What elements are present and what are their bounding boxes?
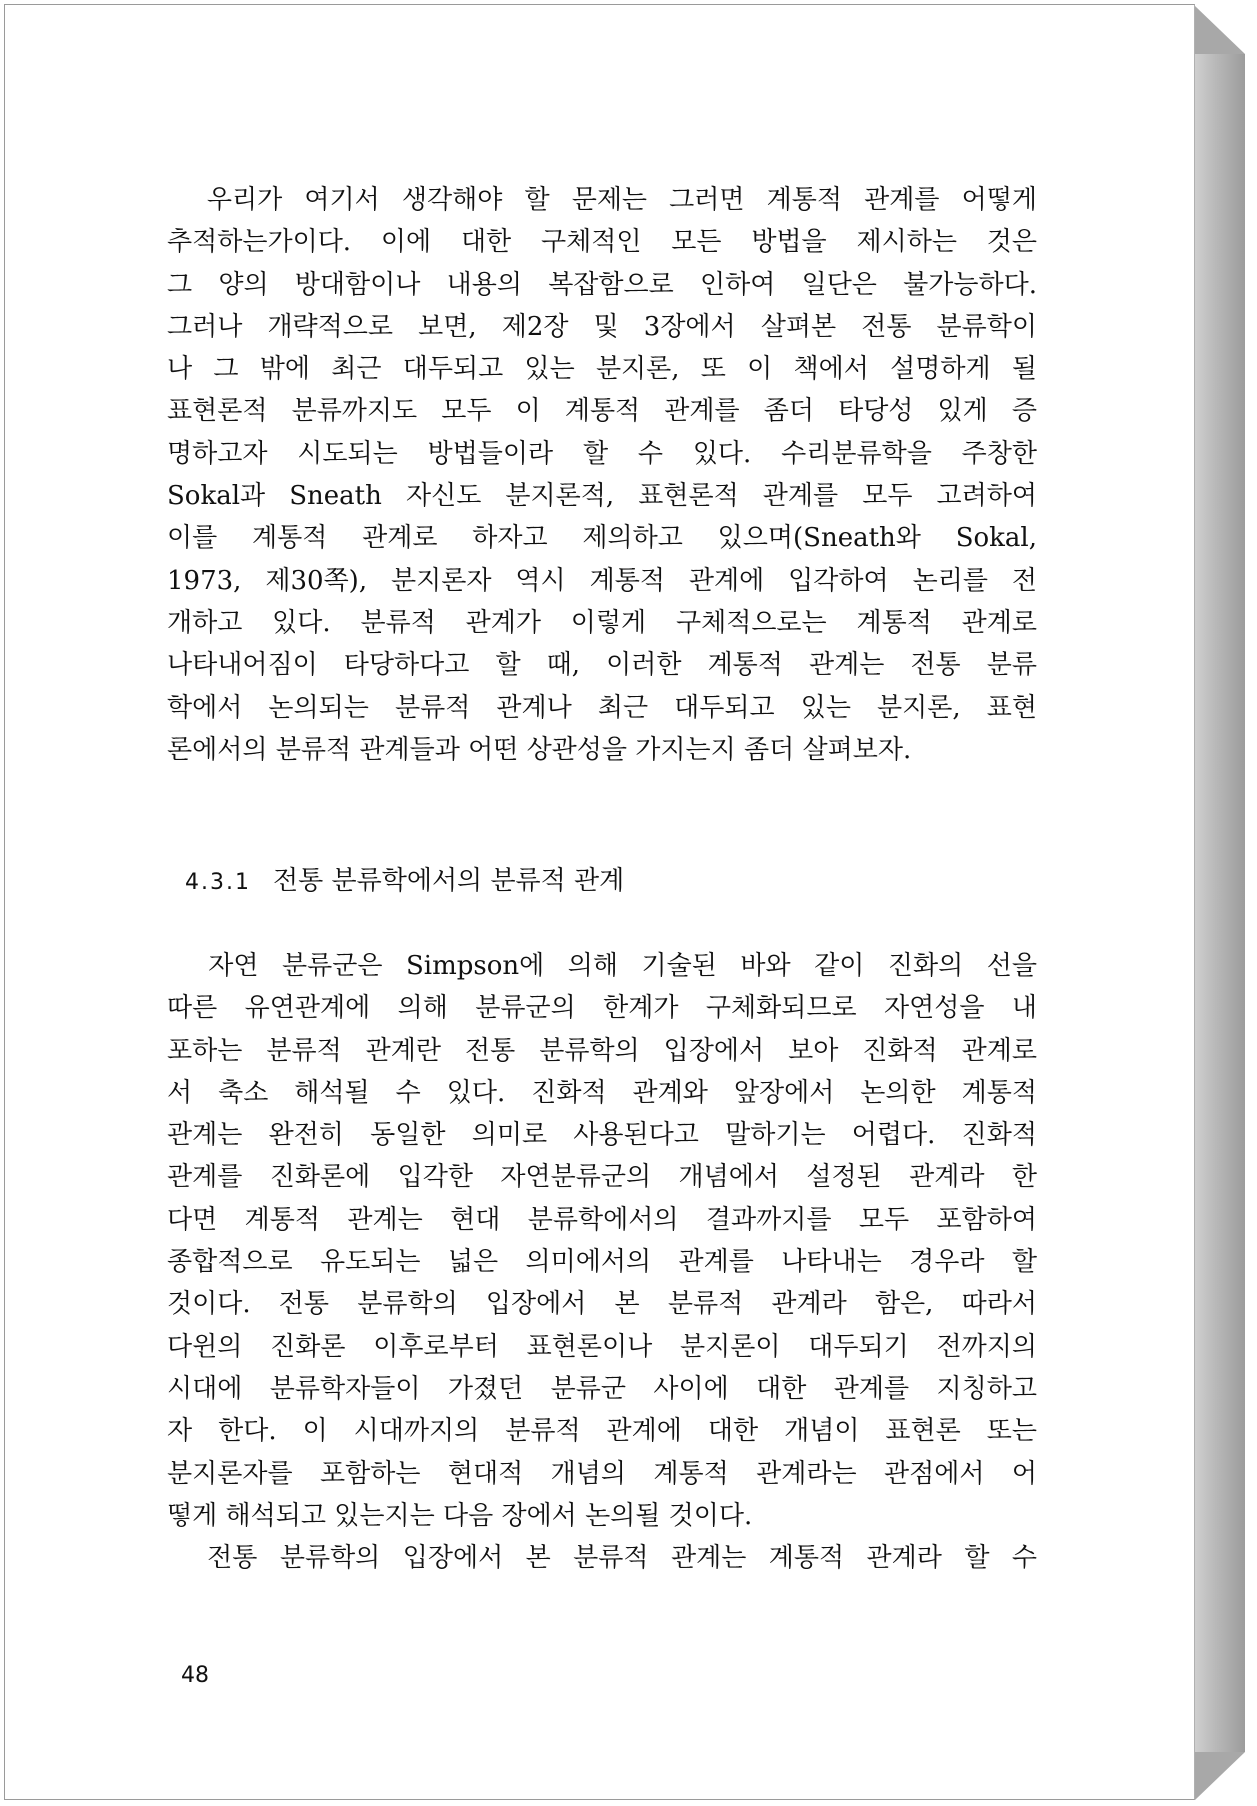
paragraph-line: 론에서의 분류적 관계들과 어떤 상관성을 가지는지 좀더 살펴보자. [167, 734, 912, 765]
paragraph-line: 개하고 있다. 분류적 관계가 이렇게 구체적으로는 계통적 관계로 [167, 607, 1037, 638]
paragraph-line: Sokal과 Sneath 자신도 분지론적, 표현론적 관계를 모두 고려하여 [167, 481, 1037, 512]
paragraph-line: 것이다. 전통 분류학의 입장에서 본 분류적 관계라 함은, 따라서 [167, 1289, 1037, 1320]
paragraph-line: 이를 계통적 관계로 하자고 제의하고 있으며(Sneath와 Sokal, [167, 523, 1037, 554]
paragraph-1 [167, 179, 1037, 771]
paragraph-line: 다면 계통적 관계는 현대 분류학에서의 결과까지를 모두 포함하여 [167, 1204, 1037, 1235]
paragraph-line: 포하는 분류적 관계란 전통 분류학의 입장에서 보아 진화적 관계로 [167, 1035, 1037, 1066]
paragraph-line: 떻게 해석되고 있는지는 다음 장에서 논의될 것이다. [167, 1500, 753, 1531]
paragraph-line: 시대에 분류학자들이 가졌던 분류군 사이에 대한 관계를 지칭하고 [167, 1373, 1037, 1404]
paragraph-line: 자연 분류군은 Simpson에 의해 기술된 바와 같이 진화의 선을 [167, 951, 1037, 981]
book-edge-shadow [1195, 6, 1245, 1800]
paragraph-line: 표현론적 분류까지도 모두 이 계통적 관계를 좀더 타당성 있게 증 [167, 396, 1037, 427]
section-heading [185, 860, 624, 897]
paragraph-line: 다윈의 진화론 이후로부터 표현론이나 분지론이 대두되기 전까지의 [167, 1331, 1037, 1362]
section-number: 4.3.1 [185, 870, 251, 895]
paragraph-line: 서 축소 해석될 수 있다. 진화적 관계와 앞장에서 논의한 계통적 [167, 1077, 1037, 1108]
paragraph-line: 전통 분류학의 입장에서 본 분류적 관계는 계통적 관계라 할 수 [167, 1543, 1037, 1574]
paragraph-line: 추적하는가이다. 이에 대한 구체적인 모든 방법을 제시하는 것은 [167, 227, 1037, 258]
paragraph-line: 관계는 완전히 동일한 의미로 사용된다고 말하기는 어렵다. 진화적 [167, 1120, 1037, 1151]
paragraph-line: 학에서 논의되는 분류적 관계나 최근 대두되고 있는 분지론, 표현 [167, 692, 1037, 723]
paragraph-line: 종합적으로 유도되는 넓은 의미에서의 관계를 나타내는 경우라 할 [167, 1247, 1037, 1278]
paragraph-line: 1973, 제30쪽), 분지론자 역시 계통적 관계에 입각하여 논리를 전 [167, 565, 1037, 596]
paragraph-2 [167, 945, 1037, 1579]
section-title: 전통 분류학에서의 분류적 관계 [272, 866, 625, 896]
paragraph-line: 그 양의 방대함이나 내용의 복잡함으로 인하여 일단은 불가능하다. [167, 269, 1037, 300]
paragraph-line: 나타내어짐이 타당하다고 할 때, 이러한 계통적 관계는 전통 분류 [167, 650, 1037, 681]
page-sheet [4, 4, 1195, 1800]
paragraph-line: 그러나 개략적으로 보면, 제2장 및 3장에서 살펴본 전통 분류학이 [167, 311, 1037, 342]
paragraph-line: 관계를 진화론에 입각한 자연분류군의 개념에서 설정된 관계라 한 [167, 1162, 1037, 1193]
paragraph-line: 자 한다. 이 시대까지의 분류적 관계에 대한 개념이 표현론 또는 [167, 1416, 1037, 1447]
paragraph-line: 따른 유연관계에 의해 분류군의 한계가 구체화되므로 자연성을 내 [167, 993, 1037, 1024]
paragraph-line: 우리가 여기서 생각해야 할 문제는 그러면 계통적 관계를 어떻게 [167, 185, 1037, 215]
page-number: 48 [181, 1663, 209, 1688]
paragraph-line: 분지론자를 포함하는 현대적 개념의 계통적 관계라는 관점에서 어 [167, 1458, 1037, 1489]
book-edge-top-corner [1195, 6, 1245, 54]
paragraph-line: 명하고자 시도되는 방법들이라 할 수 있다. 수리분류학을 주창한 [167, 438, 1037, 469]
paragraph-line: 나 그 밖에 최근 대두되고 있는 분지론, 또 이 책에서 설명하게 될 [167, 354, 1037, 385]
book-edge-bottom-corner [1195, 1752, 1245, 1800]
